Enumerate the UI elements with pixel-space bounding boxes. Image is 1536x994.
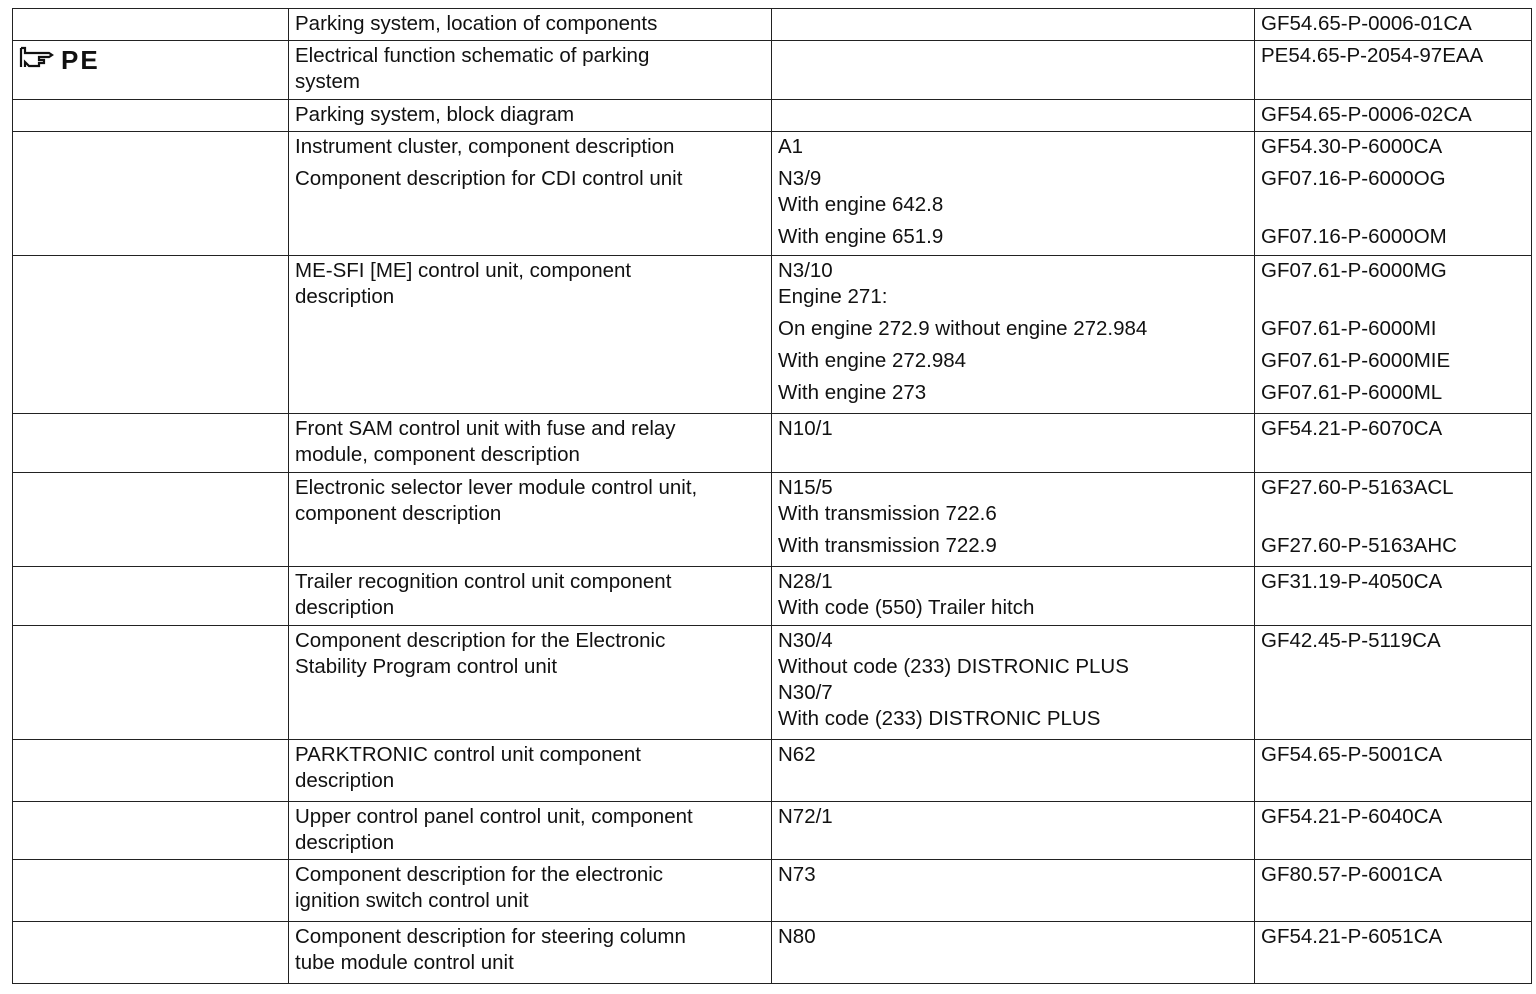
reference-cell: [772, 473, 1255, 567]
document-number-line: GF27.60-P-5163AHC: [1261, 534, 1457, 557]
document-number-line: GF07.61-P-6000MG: [1261, 259, 1447, 282]
reference-cell: [772, 567, 1255, 626]
document-number-cell: [1255, 740, 1532, 802]
reference-line: N10/1: [778, 417, 833, 440]
description-line: Component description for steering column: [295, 925, 686, 948]
reference-line: On engine 272.9 without engine 272.984: [778, 317, 1148, 340]
description-cell: [289, 740, 772, 802]
table-row: [13, 567, 1532, 626]
document-number-line: GF54.65-P-0006-02CA: [1261, 103, 1472, 126]
reference-line: With transmission 722.6: [778, 502, 997, 525]
marker-cell: [13, 567, 289, 626]
description-line: ignition switch control unit: [295, 889, 529, 912]
description-line: description: [295, 769, 395, 792]
marker-cell: [13, 473, 289, 567]
description-line: module, component description: [295, 443, 580, 466]
reference-line: With engine 651.9: [778, 225, 944, 248]
table-row: [13, 132, 1532, 256]
document-number-cell: [1255, 41, 1532, 100]
document-number-line: GF07.61-P-6000MI: [1261, 317, 1437, 340]
document-number-cell: [1255, 9, 1532, 41]
description-cell: [289, 473, 772, 567]
reference-line: N28/1: [778, 570, 833, 593]
marker-cell: [13, 41, 289, 100]
document-number-line: GF07.16-P-6000OM: [1261, 225, 1447, 248]
document-number-line: [1261, 501, 1525, 527]
description-line: Parking system, block diagram: [295, 103, 575, 126]
document-number-line: GF54.30-P-6000CA: [1261, 135, 1443, 158]
table-row: [13, 41, 1532, 100]
table-row: [13, 9, 1532, 41]
description-cell: [289, 414, 772, 473]
document-number-line: GF42.45-P-5119CA: [1261, 629, 1441, 652]
description-line: Parking system, location of components: [295, 12, 658, 35]
marker-cell: [13, 860, 289, 922]
reference-line: N30/4: [778, 629, 833, 652]
document-number-line: GF80.57-P-6001CA: [1261, 863, 1443, 886]
table-row: [13, 626, 1532, 740]
description-line: Component description for CDI control unit: [295, 167, 683, 190]
reference-cell: [772, 414, 1255, 473]
table-row: [13, 922, 1532, 984]
reference-line: N73: [778, 863, 816, 886]
table-row: [13, 740, 1532, 802]
document-number-line: GF54.21-P-6040CA: [1261, 805, 1443, 828]
marker-cell: [13, 132, 289, 256]
description-line: Front SAM control unit with fuse and relay: [295, 417, 676, 440]
description-line: description: [295, 285, 395, 308]
reference-cell: [772, 802, 1255, 860]
marker-cell: [13, 100, 289, 132]
document-number-line: [1261, 284, 1525, 310]
description-line: Electronic selector lever module control unit,: [295, 476, 698, 499]
reference-line: N15/5: [778, 476, 833, 499]
table-row: [13, 473, 1532, 567]
description-line: PARKTRONIC control unit component: [295, 743, 641, 766]
reference-line: N3/10: [778, 259, 833, 282]
document-number-line: [1261, 192, 1525, 218]
document-number-cell: [1255, 256, 1532, 414]
description-line: description: [295, 596, 395, 619]
description-line: Instrument cluster, component description: [295, 135, 675, 158]
description-cell: [289, 41, 772, 100]
marker-cell: [13, 414, 289, 473]
description-cell: [289, 132, 772, 256]
table-row: [13, 414, 1532, 473]
marker-cell: [13, 922, 289, 984]
document-number-cell: [1255, 626, 1532, 740]
reference-line: N30/7: [778, 681, 833, 704]
description-cell: [289, 9, 772, 41]
reference-table-body: [13, 9, 1532, 984]
reference-line: With code (550) Trailer hitch: [778, 596, 1035, 619]
marker-cell: [13, 740, 289, 802]
reference-cell: [772, 41, 1255, 100]
table-row: [13, 860, 1532, 922]
document-number-cell: [1255, 860, 1532, 922]
marker-cell: [13, 626, 289, 740]
pe-marker: [19, 43, 282, 75]
document-number-line: GF31.19-P-4050CA: [1261, 570, 1443, 593]
description-line: system: [295, 70, 360, 93]
marker-cell: [13, 802, 289, 860]
description-line: Electrical function schematic of parking: [295, 44, 650, 67]
marker-cell: [13, 256, 289, 414]
reference-line: N72/1: [778, 805, 833, 828]
document-number-line: GF54.65-P-0006-01CA: [1261, 12, 1472, 35]
description-cell: [289, 100, 772, 132]
reference-line: A1: [778, 135, 804, 158]
document-number-line: GF07.16-P-6000OG: [1261, 167, 1446, 190]
description-line: tube module control unit: [295, 951, 514, 974]
pe-marker-label: PE: [61, 45, 100, 75]
reference-line: With engine 642.8: [778, 193, 944, 216]
document-number-line: GF54.21-P-6070CA: [1261, 417, 1443, 440]
table-row: [13, 802, 1532, 860]
document-number-line: PE54.65-P-2054-97EAA: [1261, 44, 1484, 67]
reference-cell: [772, 740, 1255, 802]
reference-cell: [772, 9, 1255, 41]
reference-line: With code (233) DISTRONIC PLUS: [778, 707, 1101, 730]
description-cell: [289, 256, 772, 414]
description-line: description: [295, 831, 395, 854]
description-line: Trailer recognition control unit component: [295, 570, 672, 593]
marker-cell: [13, 9, 289, 41]
document-number-cell: [1255, 922, 1532, 984]
document-number-cell: [1255, 802, 1532, 860]
reference-line: With engine 273: [778, 381, 927, 404]
table-row: [13, 100, 1532, 132]
document-number-cell: [1255, 473, 1532, 567]
document-number-line: GF54.65-P-5001CA: [1261, 743, 1443, 766]
description-line: Component description for the electronic: [295, 863, 664, 886]
reference-cell: [772, 100, 1255, 132]
description-cell: [289, 860, 772, 922]
reference-table: [12, 8, 1532, 984]
description-line: component description: [295, 502, 502, 525]
reference-line: N3/9: [778, 167, 822, 190]
description-cell: [289, 802, 772, 860]
document-number-line: GF54.21-P-6051CA: [1261, 925, 1443, 948]
reference-cell: [772, 860, 1255, 922]
document-number-line: GF27.60-P-5163ACL: [1261, 476, 1454, 499]
reference-line: N80: [778, 925, 816, 948]
description-line: Component description for the Electronic: [295, 629, 666, 652]
document-number-cell: [1255, 132, 1532, 256]
description-cell: [289, 626, 772, 740]
description-line: ME-SFI [ME] control unit, component: [295, 259, 632, 282]
table-row: [13, 256, 1532, 414]
document-number-line: GF07.61-P-6000MIE: [1261, 349, 1451, 372]
reference-line: Engine 271:: [778, 285, 888, 308]
description-cell: [289, 567, 772, 626]
reference-line: N62: [778, 743, 816, 766]
reference-line: Without code (233) DISTRONIC PLUS: [778, 655, 1129, 678]
description-line: Stability Program control unit: [295, 655, 558, 678]
reference-cell: [772, 626, 1255, 740]
description-line: Upper control panel control unit, component: [295, 805, 693, 828]
document-number-line: GF07.61-P-6000ML: [1261, 381, 1443, 404]
reference-cell: [772, 922, 1255, 984]
reference-line: With transmission 722.9: [778, 534, 997, 557]
document-number-cell: [1255, 100, 1532, 132]
pointing-hand-icon: [19, 45, 55, 75]
description-cell: [289, 922, 772, 984]
reference-cell: [772, 256, 1255, 414]
reference-cell: [772, 132, 1255, 256]
document-number-cell: [1255, 567, 1532, 626]
document-number-cell: [1255, 414, 1532, 473]
reference-line: With engine 272.984: [778, 349, 967, 372]
